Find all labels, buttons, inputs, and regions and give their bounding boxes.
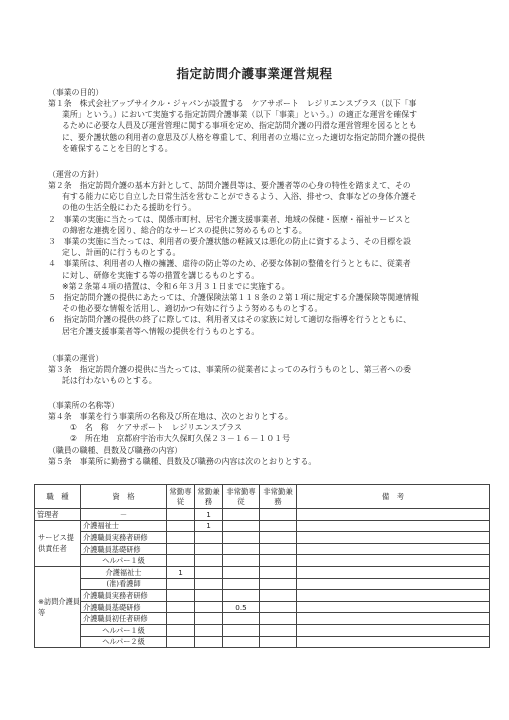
paragraph-line: ② 所在地 京都府宇治市大久保町久保２３－１６－１０１号 — [62, 434, 291, 444]
cell-value — [260, 520, 297, 532]
cell-value — [167, 532, 195, 544]
cell-value — [167, 555, 195, 567]
cell-note — [297, 566, 490, 578]
cell-value — [167, 509, 195, 521]
cell-note — [297, 555, 490, 567]
cell-value — [195, 543, 223, 555]
header-parttime-dedicated: 非常勤専従 — [223, 485, 260, 509]
section-heading-name: （事業所の名称等） — [48, 401, 120, 410]
cell-qualification: 介護職員実務者研修 — [81, 532, 167, 544]
cell-value — [195, 636, 223, 648]
article-4 — [48, 411, 489, 445]
cell-note — [297, 624, 490, 636]
cell-value — [223, 509, 260, 521]
paragraph-line: 第１条 株式会社アップサイクル・ジャパンが設置する ケアサポート レジリエンスプラス（以下「事 — [48, 99, 417, 108]
cell-value — [260, 509, 297, 521]
cell-value — [260, 601, 297, 613]
paragraph-line: 託は行わないものとする。 — [62, 376, 157, 386]
cell-value — [223, 566, 260, 578]
cell-note — [297, 636, 490, 648]
paragraph-line: 第２条 指定訪問介護の基本方針として、訪問介護員等は、要介護者等の心身の特性を踏まえて、その — [48, 181, 411, 190]
table-row — [35, 613, 490, 625]
paragraph-line: 居宅介護支援事業者等へ情報の提供を行うものとする。 — [62, 326, 260, 336]
paragraph-line: ５ 指定訪問介護の提供にあたっては、介護保険法第１１８条の２第１項に規定する介護保険等関連情報 — [48, 293, 419, 303]
cell-value: 1 — [195, 520, 223, 532]
cell-value — [195, 601, 223, 613]
table-row — [35, 590, 490, 602]
header-parttime-concurrent: 非常勤兼務 — [260, 485, 297, 509]
paragraph-line: の綿密な連携を図り、総合的なサービスの提供に努めるものとする。 — [62, 225, 307, 235]
cell-qualification: ヘルパー２級 — [81, 636, 167, 648]
table-row — [35, 543, 490, 555]
cell-qualification: (准)看護師 — [81, 578, 167, 590]
group-label-manager: 管理者 — [35, 509, 81, 521]
cell-value — [260, 578, 297, 590]
cell-qualification: ヘルパー１級 — [81, 624, 167, 636]
paragraph-line: 定し、計画的に行うものとする。 — [62, 248, 181, 258]
table-header-row — [35, 485, 490, 509]
cell-note — [297, 613, 490, 625]
cell-note — [297, 520, 490, 532]
cell-value — [223, 590, 260, 602]
section-heading-staff: （職員の職種、員数及び職務の内容） — [48, 446, 183, 455]
paragraph-line: 第３条 指定訪問介護の提供に当たっては、事業所の従業者によってのみ行うものとし、第三者への委 — [48, 365, 411, 374]
table-row — [35, 601, 490, 613]
cell-qualification: 介護職員基礎研修 — [81, 543, 167, 555]
paragraph-line: 第５条 事業所に勤務する職種、員数及び職務の内容は次のとおりとする。 — [48, 457, 317, 466]
section-heading-policy: （運営の方針） — [48, 170, 104, 179]
paragraph-line: 業所」という。）において実施する指定訪問介護事業（以下「事業」という。）の適正な運営を確保す — [62, 110, 418, 120]
section-heading-operation: （事業の運営） — [48, 354, 104, 363]
paragraph-line: その他必要な情報を活用し、適切かつ有効に行うよう努めるものとする。 — [62, 304, 323, 314]
cell-value: 0.5 — [223, 601, 260, 613]
paragraph-line: ① 名 称 ケアサポート レジリエンスプラス — [62, 423, 242, 433]
cell-value — [260, 566, 297, 578]
paragraph-line: ６ 指定訪問介護の提供の終了に際しては、利用者又はその家族に対して適切な指導を行うとともに、 — [48, 315, 411, 325]
header-fulltime-concurrent: 常勤兼務 — [195, 485, 223, 509]
cell-value — [167, 520, 195, 532]
cell-value — [195, 566, 223, 578]
cell-value — [260, 613, 297, 625]
paragraph-line: ※第２条第４項の措置は、令和６年３月３１日までに実施する。 — [62, 281, 290, 291]
cell-qualification: 介護職員初任者研修 — [81, 613, 167, 625]
article-2 — [48, 180, 489, 337]
paragraph-line: ４ 事業所は、利用者の人権の擁護、虐待の防止等のため、必要な体制の整備を行うとともに、従業者 — [48, 259, 411, 269]
cell-value — [223, 624, 260, 636]
cell-value — [195, 532, 223, 544]
table-row — [35, 520, 490, 532]
cell-qualification: 介護職員実務者研修 — [81, 590, 167, 602]
cell-value — [195, 555, 223, 567]
cell-note — [297, 532, 490, 544]
section-heading-purpose: （事業の目的） — [48, 88, 104, 97]
cell-note — [297, 601, 490, 613]
table-row — [35, 624, 490, 636]
cell-qualification: 介護福祉士 — [81, 520, 167, 532]
article-1 — [48, 98, 489, 154]
cell-note — [297, 578, 490, 590]
cell-value — [167, 636, 195, 648]
group-label-service-manager: サービス提供責任者 — [35, 520, 81, 566]
cell-value — [260, 624, 297, 636]
paragraph-line: 有する能力に応じ自立した日常生活を営むことができるよう、入浴、排せつ、食事などの身体介護そ — [62, 192, 417, 202]
cell-value — [260, 532, 297, 544]
cell-value — [223, 532, 260, 544]
paragraph-line: の他の生活全般にわたる援助を行う。 — [62, 203, 197, 213]
cell-value — [167, 613, 195, 625]
article-3 — [48, 364, 489, 386]
cell-value — [167, 543, 195, 555]
header-notes: 備 考 — [297, 485, 490, 509]
document-title: 指定訪問介護事業運営規程 — [176, 66, 333, 81]
cell-value — [223, 636, 260, 648]
cell-value — [260, 543, 297, 555]
paragraph-line: るために必要な人員及び運営管理に関する事項を定め、指定訪問介護の円滑な運営管理を図るととも — [62, 121, 417, 131]
cell-qualification: ヘルパー１級 — [81, 555, 167, 567]
cell-value — [223, 613, 260, 625]
table-row — [35, 509, 490, 521]
cell-value — [195, 624, 223, 636]
cell-value — [223, 520, 260, 532]
paragraph-line: ２ 事業の実施に当たっては、関係市町村、居宅介護支援事業者、地域の保健・医療・福祉サービスと — [48, 214, 411, 224]
cell-value — [167, 578, 195, 590]
cell-value — [195, 613, 223, 625]
cell-note — [297, 509, 490, 521]
cell-qualification: 介護福祉士 — [81, 566, 167, 578]
cell-value — [223, 555, 260, 567]
table-row — [35, 578, 490, 590]
paragraph-line: に、要介護状態の利用者の意思及び人格を尊重して、利用者の立場に立った適切な指定訪問介護の提供 — [62, 132, 425, 142]
cell-value — [260, 636, 297, 648]
cell-qualification: 介護職員基礎研修 — [81, 601, 167, 613]
cell-note — [297, 543, 490, 555]
cell-value — [223, 543, 260, 555]
group-label-caregivers: ※訪問介護員等 — [35, 566, 81, 647]
paragraph-line: ３ 事業の実施に当たっては、利用者の要介護状態の軽減又は悪化の防止に資するよう、その目標を設 — [48, 237, 411, 247]
cell-value — [260, 590, 297, 602]
table-row — [35, 566, 490, 578]
cell-value — [167, 624, 195, 636]
cell-value — [167, 590, 195, 602]
cell-note — [297, 590, 490, 602]
cell-qualification: － — [81, 509, 167, 521]
table-row — [35, 532, 490, 544]
cell-value — [167, 601, 195, 613]
cell-value: 1 — [195, 509, 223, 521]
header-fulltime-dedicated: 常勤専従 — [167, 485, 195, 509]
cell-value — [195, 590, 223, 602]
table-row — [35, 555, 490, 567]
paragraph-line: を確保することを目的とする。 — [62, 143, 173, 153]
paragraph-line: に対し、研修を実施する等の措置を講じるものとする。 — [62, 270, 260, 280]
cell-value — [223, 578, 260, 590]
article-5 — [48, 456, 489, 467]
cell-value: 1 — [167, 566, 195, 578]
header-qualification: 資 格 — [81, 485, 167, 509]
cell-value — [260, 555, 297, 567]
paragraph-line: 第４条 事業を行う事業所の名称及び所在地は、次のとおりとする。 — [48, 412, 293, 421]
cell-value — [195, 578, 223, 590]
header-job: 職 種 — [35, 485, 81, 509]
staff-table — [34, 484, 490, 648]
table-row — [35, 636, 490, 648]
